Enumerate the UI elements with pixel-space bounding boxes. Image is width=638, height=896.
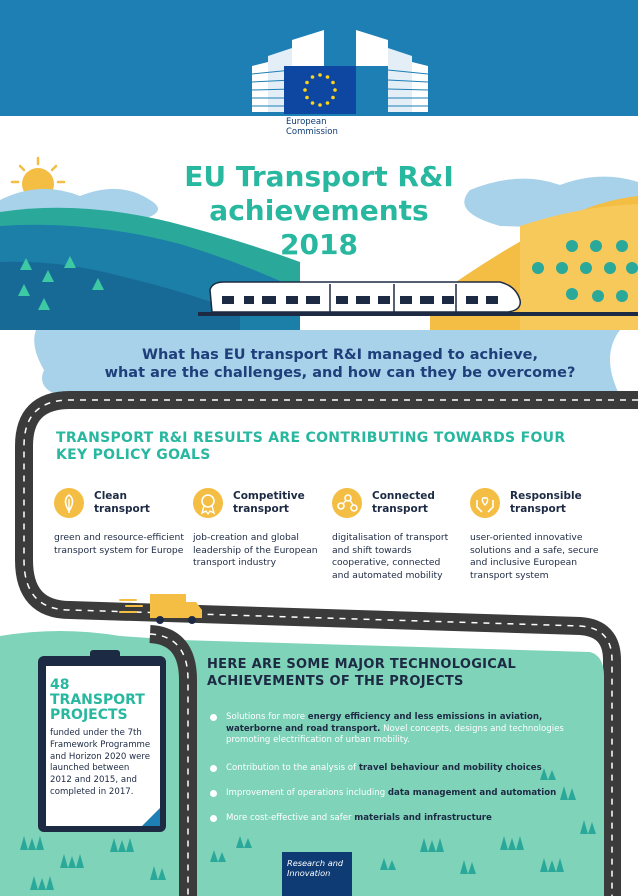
policy-goals-heading xyxy=(56,430,596,464)
goal-name-line: Connected xyxy=(372,490,435,502)
goal-description xyxy=(193,532,343,570)
eu-star-icon xyxy=(331,96,335,100)
hands-icon xyxy=(470,488,500,518)
goal-desc-line: transport system for Europe xyxy=(54,544,184,556)
goal-name xyxy=(510,490,620,516)
page-title-line: 2018 xyxy=(280,228,358,261)
goal-desc-line: user-oriented innovative xyxy=(470,532,583,543)
achievement-text xyxy=(226,788,566,800)
goal-name-line: transport xyxy=(510,503,566,515)
projects-desc-line: Framework Programme xyxy=(50,739,151,750)
bullet-icon xyxy=(210,790,217,797)
projects-card xyxy=(42,664,160,828)
eu-star-icon xyxy=(318,103,322,107)
eu-star-icon xyxy=(326,101,330,105)
page-title-line: achievements xyxy=(209,194,429,227)
goal-name xyxy=(372,490,482,516)
goal-name-line: Clean xyxy=(94,490,127,502)
commission-name-line: Commission xyxy=(286,127,338,137)
projects-count-line: 48 xyxy=(50,677,70,693)
text-plain: promoting electrification of urban mobility. xyxy=(226,735,410,745)
eu-star-icon xyxy=(318,73,322,77)
projects-count-line: PROJECTS xyxy=(50,707,128,723)
goal-desc-line: cooperative, connected xyxy=(332,557,441,568)
eu-star-icon xyxy=(331,81,335,85)
goal-desc-line: digitalisation of transport xyxy=(332,532,449,543)
goal-description xyxy=(470,532,620,582)
eu-star-icon xyxy=(326,75,330,79)
text-bold: travel behaviour and mobility choices xyxy=(358,763,542,773)
badge-line: Research and xyxy=(287,858,344,868)
projects-desc-line: 2012 and 2015, and xyxy=(50,775,138,786)
eu-star-icon xyxy=(305,81,309,85)
goal-desc-line: solutions and a safe, secure xyxy=(470,544,599,556)
goal-name xyxy=(94,490,204,516)
text-bold: materials and infrastructure xyxy=(354,813,492,823)
leaf-icon xyxy=(54,488,84,518)
question-line: what are the challenges, and how can they be overcome? xyxy=(104,365,576,381)
medal-icon xyxy=(193,488,223,518)
goal-desc-line: job-creation and global xyxy=(193,532,299,543)
text-plain: Solutions for more xyxy=(226,712,308,722)
eu-star-icon xyxy=(303,88,307,92)
text-plain: More cost-effective and safer xyxy=(226,813,355,823)
projects-desc-line: funded under the 7th xyxy=(50,728,142,738)
text-bold: data management and automation xyxy=(387,788,557,798)
question-text xyxy=(60,346,620,382)
goal-desc-line: and inclusive European xyxy=(470,557,578,568)
eu-flag xyxy=(284,66,356,114)
question-line: What has EU transport R&I managed to achieve, xyxy=(141,347,539,363)
heading-line: KEY POLICY GOALS xyxy=(56,447,211,463)
eu-star-icon xyxy=(333,88,337,92)
badge-line: Innovation xyxy=(287,868,331,878)
page-title-line: EU Transport R&I xyxy=(184,160,454,193)
heading-line: HERE ARE SOME MAJOR TECHNOLOGICAL xyxy=(207,657,517,672)
commission-name xyxy=(286,117,338,137)
network-icon xyxy=(332,488,362,518)
achievement-text xyxy=(226,813,566,825)
text-bold: waterborne and road transport. xyxy=(226,723,381,734)
goal-desc-line: green and resource-efficient xyxy=(54,532,184,543)
goal-description xyxy=(54,532,204,557)
achievement-text xyxy=(226,712,566,747)
goal-desc-line: transport system xyxy=(470,569,549,581)
heading-line: TRANSPORT R&I RESULTS ARE CONTRIBUTING TOWARDS FOUR xyxy=(56,430,566,446)
projects-desc-line: and Horizon 2020 were xyxy=(50,751,151,762)
text-bold: energy efficiency and less emissions in aviation, xyxy=(307,712,543,722)
goal-name-line: Responsible xyxy=(510,490,582,502)
projects-count xyxy=(50,678,145,723)
eu-star-icon xyxy=(305,96,309,100)
projects-desc-line: completed in 2017. xyxy=(50,786,134,797)
goal-name-line: transport xyxy=(372,503,428,515)
heading-line: ACHIEVEMENTS OF THE PROJECTS xyxy=(207,674,464,689)
page-title xyxy=(0,160,638,262)
achievement-text xyxy=(226,763,566,775)
projects-desc-line: launched between xyxy=(50,763,130,774)
projects-count-line: TRANSPORT xyxy=(50,692,145,708)
bullet-icon xyxy=(210,714,217,721)
goal-description xyxy=(332,532,482,582)
goal-desc-line: leadership of the European xyxy=(193,544,318,556)
commission-name-line: European xyxy=(286,117,327,127)
goal-desc-line: transport industry xyxy=(193,557,277,568)
bullet-icon xyxy=(210,815,217,822)
goal-name-line: transport xyxy=(94,503,150,515)
text-plain: Novel concepts, designs and technologies xyxy=(380,723,564,734)
eu-star-icon xyxy=(311,101,315,105)
projects-description xyxy=(50,728,160,799)
achievements-heading xyxy=(207,656,607,690)
bullet-icon xyxy=(210,765,217,772)
goal-name xyxy=(233,490,343,516)
research-innovation-badge xyxy=(282,852,352,896)
goal-desc-line: and automated mobility xyxy=(332,569,443,581)
eu-star-icon xyxy=(311,75,315,79)
goal-desc-line: and shift towards xyxy=(332,544,412,556)
goal-name-line: Competitive xyxy=(233,490,305,502)
text-plain: Contribution to the analysis of xyxy=(226,763,359,773)
text-plain: Improvement of operations including xyxy=(226,788,388,798)
goal-name-line: transport xyxy=(233,503,289,515)
